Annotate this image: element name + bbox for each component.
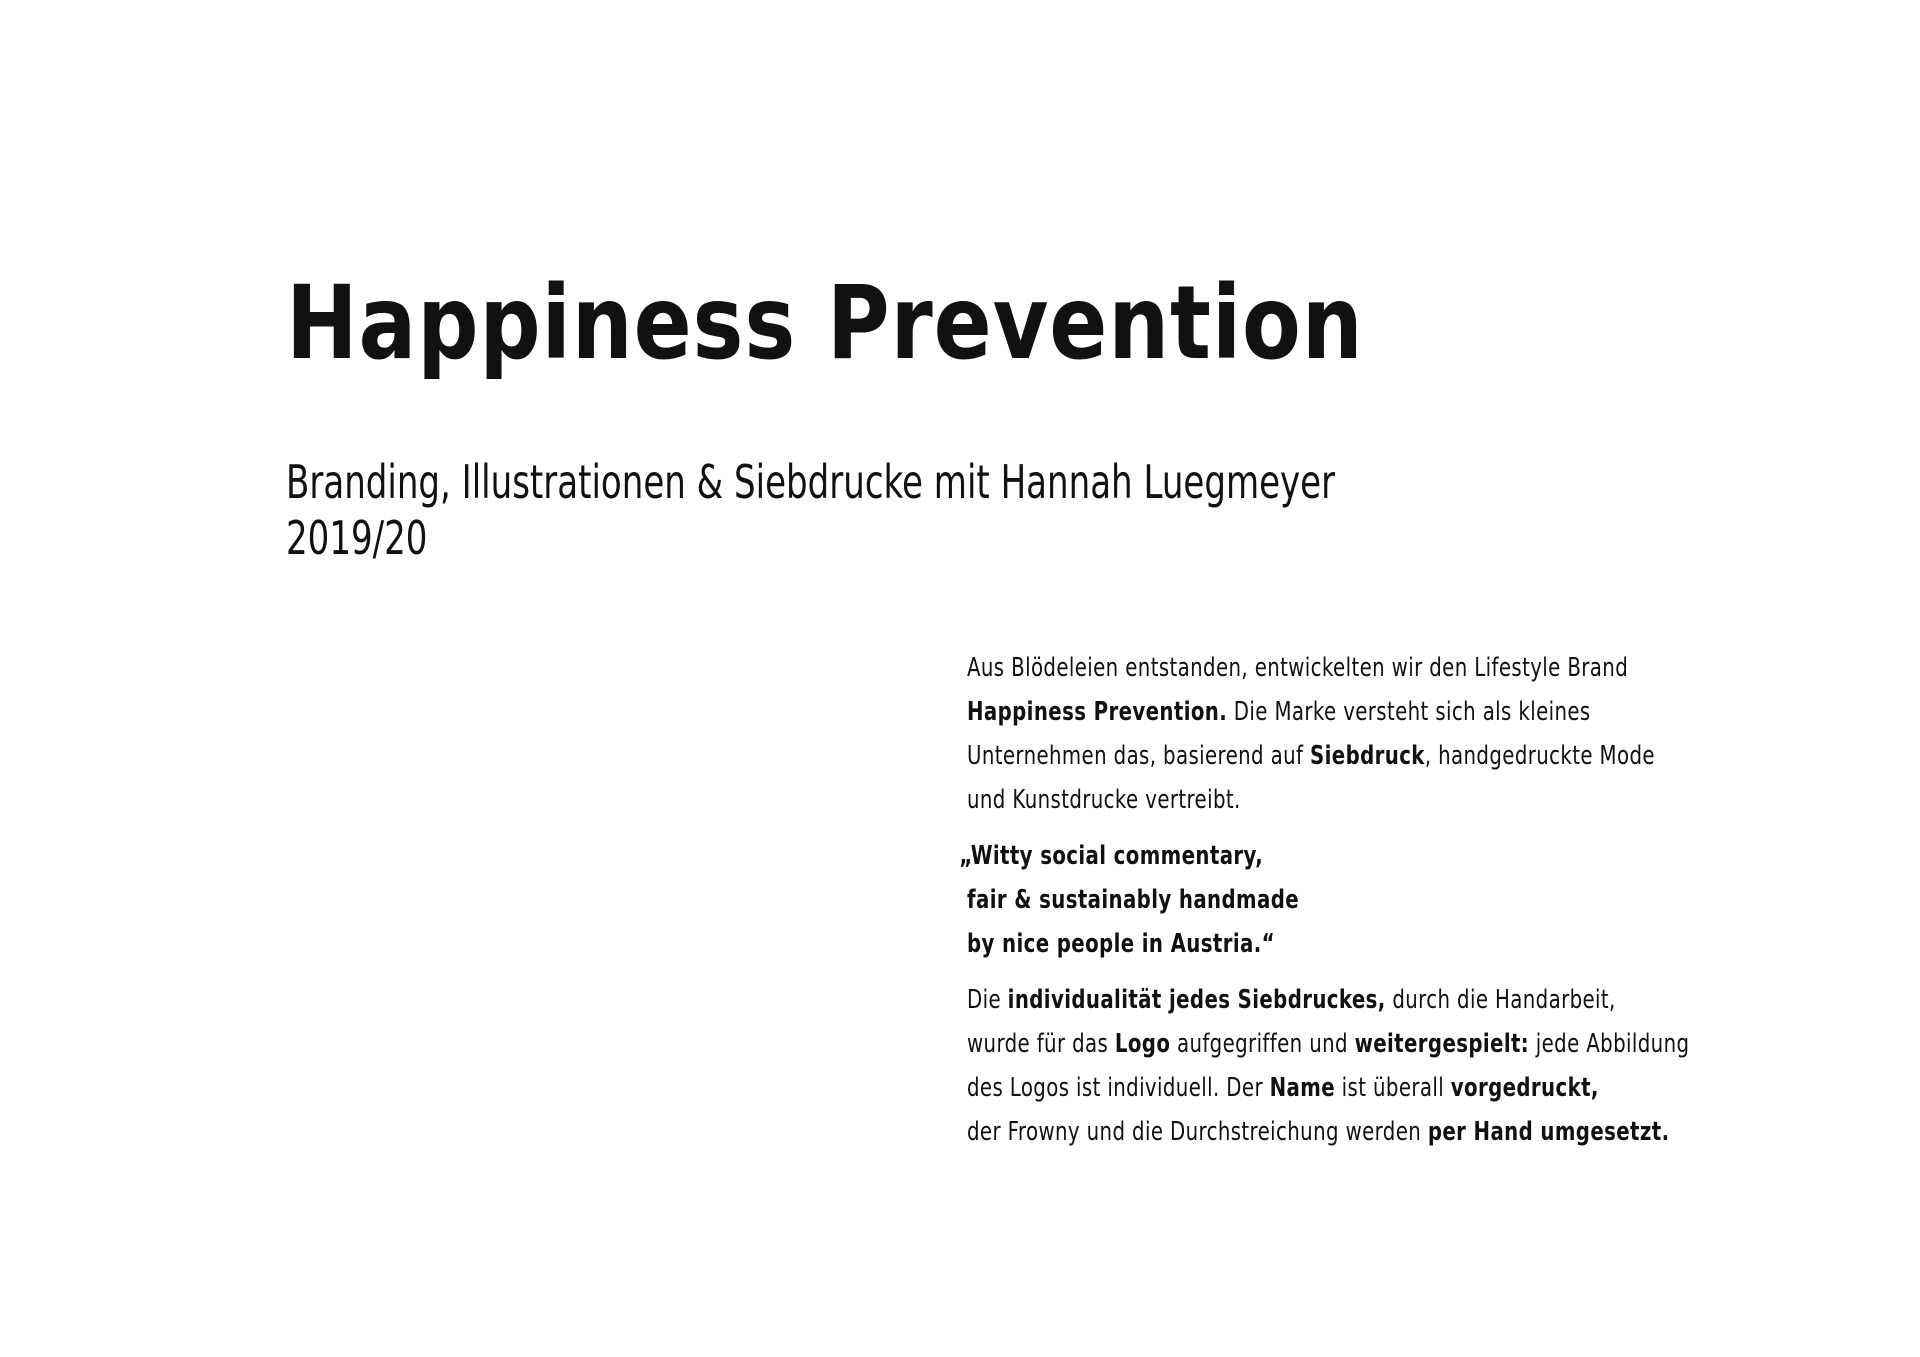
quote-line: by nice people in Austria.“ <box>967 929 1275 959</box>
subtitle-description: Branding, Illustrationen & Siebdrucke mit Hannah Luegmeyer <box>286 455 1336 509</box>
text-line: und Kunstdrucke vertreibt. <box>967 785 1241 815</box>
page-subtitle <box>286 454 1335 566</box>
text-line: wurde für das Logo aufgegriffen und weitergespielt: jede Abbildung <box>967 1029 1690 1059</box>
emphasis-text: vorgedruckt, <box>1450 1073 1599 1103</box>
emphasis-text: Siebdruck <box>1310 741 1425 771</box>
emphasis-text: Name <box>1269 1073 1335 1103</box>
intro-paragraph <box>967 646 1655 822</box>
description-text <box>959 646 1690 1166</box>
quote-line: fair & sustainably handmade <box>967 885 1300 915</box>
emphasis-text: Logo <box>1114 1029 1171 1059</box>
emphasis-text: individualität jedes Siebdruckes, <box>1007 985 1386 1015</box>
subtitle-year: 2019/20 <box>286 511 428 565</box>
brand-name: Happiness Prevention. <box>967 697 1228 727</box>
text-line: Die individualität jedes Siebdruckes, durch die Handarbeit, <box>967 985 1616 1015</box>
text-line: der Frowny und die Durchstreichung werden per Hand umgesetzt. <box>967 1117 1670 1147</box>
logo-paragraph <box>967 978 1690 1154</box>
text-line: des Logos ist individuell. Der Name ist überall vorgedruckt, <box>967 1073 1599 1103</box>
page-title: Happiness Prevention <box>286 264 1364 383</box>
text-line: Happiness Prevention. Die Marke versteht sich als kleines <box>967 697 1591 727</box>
text-line: Unternehmen das, basierend auf Siebdruck, handgedruckte Mode <box>967 741 1655 771</box>
emphasis-text: per Hand umgesetzt. <box>1427 1117 1670 1147</box>
quote-line: „Witty social commentary, <box>959 841 1264 871</box>
text-line: Aus Blödeleien entstanden, entwickelten wir den Lifestyle Brand <box>967 653 1629 683</box>
brand-quote <box>959 834 1635 966</box>
emphasis-text: weitergespielt: <box>1354 1029 1530 1059</box>
